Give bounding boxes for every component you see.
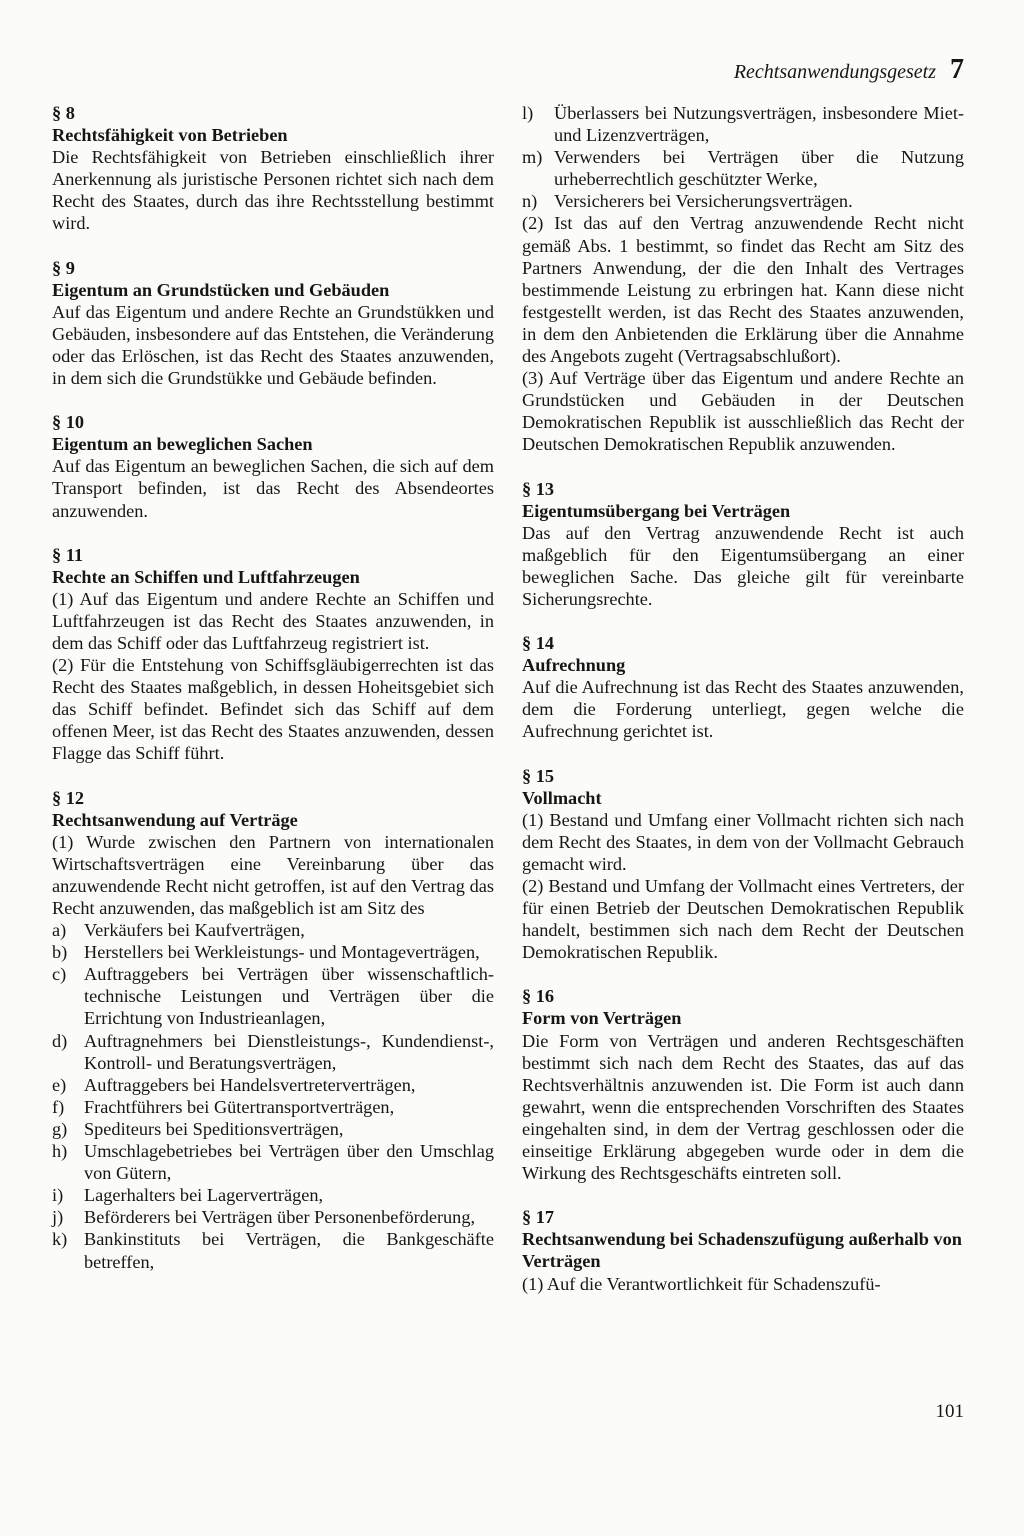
list-label: j) — [52, 1207, 64, 1228]
list-label: e) — [52, 1074, 67, 1095]
section-number: § 8 — [52, 103, 75, 123]
list-label: m) — [522, 147, 543, 168]
list-item — [52, 1228, 494, 1272]
running-title: Rechtsanwendungsgesetz — [733, 61, 936, 83]
list-text: Verkäufers bei Kaufverträgen, — [84, 920, 305, 941]
section-paragraph: (2) Ist das auf den Vertrag anzuwendende Recht nicht gemäß Abs. 1 bestimmt, so findet das Recht am Sitz des Partners Anwendung, der die den Inhalt des Vertrages bestimmende Leistung zu erbringen hat. Kann diese nicht festgestellt werden, ist das Recht des Staates anzuwenden, in dem den Anbietenden die Erklärung über die Annahme des Angebots zugeht (Vertragsabschlußort). — [522, 213, 964, 367]
section-paragraph: Das auf den Vertrag anzuwendende Recht ist auch maßgeblich für den Eigentumsübergang an einer beweglichen Sache. Das gleiche gilt für vereinbarte Sicherungsrechte. — [522, 522, 964, 609]
list-text: Überlassers bei Nutzungsverträgen, insbesondere Miet- und Lizenzverträgen, — [554, 103, 964, 146]
section-number: § 13 — [522, 478, 554, 499]
list-label: a) — [52, 920, 67, 941]
section-10 — [52, 411, 494, 521]
list-text: Beförderers bei Verträgen über Personenbeförderung, — [84, 1207, 476, 1228]
list-item — [52, 1184, 494, 1206]
section-title: Rechtsanwendung auf Verträge — [52, 809, 298, 830]
section-paragraph: (1) Auf das Eigentum und andere Rechte an Schiffen und Luftfahrzeugen ist das Recht des Staates anzuwenden, in dem das Schiff oder das Luftfahrzeug registriert ist. — [52, 588, 494, 653]
section-15 — [522, 765, 964, 964]
section-title: Rechte an Schiffen und Luftfahrzeugen — [52, 566, 360, 587]
section-8 — [52, 102, 494, 235]
section-paragraph: (1) Auf die Verantwortlichkeit für Schadenszufü- — [522, 1273, 881, 1294]
section-paragraph: Auf die Aufrechnung ist das Recht des Staates anzuwenden, dem die Forderung unterliegt, gegen welche die Aufrechnung gerichtet ist. — [522, 677, 964, 742]
list-text: Spediteurs bei Speditionsverträgen, — [84, 1118, 344, 1139]
section-paragraph: Auf das Eigentum an beweglichen Sachen, die sich auf dem Transport befinden, ist das Recht des Absendeortes anzuwenden. — [52, 456, 494, 521]
contract-type-list — [52, 919, 494, 1273]
list-item — [52, 1074, 494, 1096]
section-16 — [522, 985, 964, 1184]
list-label: l) — [522, 103, 534, 123]
list-item — [52, 1140, 494, 1184]
section-number: § 14 — [522, 633, 554, 654]
list-label: n) — [522, 191, 538, 212]
section-paragraph: Auf das Eigentum und andere Rechte an Grundstükken und Gebäuden, insbesondere auf das Entstehen, die Veränderung oder das Erlöschen, ist das Recht des Staates anzuwenden, in dem sich die Grundstükke und Gebäude befinden. — [52, 301, 494, 389]
section-paragraph: (1) Bestand und Umfang einer Vollmacht richten sich nach dem Recht des Staates, in dem von der Vollmacht Gebrauch gemacht wird. — [522, 809, 964, 874]
list-label: d) — [52, 1030, 68, 1051]
list-text: Versicherers bei Versicherungsverträgen. — [554, 191, 853, 212]
section-title: Rechtsfähigkeit von Betrieben — [52, 125, 288, 146]
section-paragraph: (1) Wurde zwischen den Partnern von internationalen Wirtschaftsverträgen eine Vereinbarung über das anzuwendende Recht nicht getroffen, ist auf den Vertrag das Recht anzuwenden, das maßgeblich ist am Sitz des — [52, 831, 494, 918]
contract-type-list-continued — [522, 102, 964, 212]
section-11 — [52, 544, 494, 765]
section-title: Vollmacht — [522, 787, 602, 808]
list-item — [52, 963, 494, 1029]
section-number: § 12 — [52, 787, 84, 808]
list-label: i) — [52, 1185, 64, 1206]
chapter-number: 7 — [950, 54, 964, 85]
list-item — [522, 102, 964, 146]
list-text: Verwenders bei Verträgen über die Nutzung urheberrechtlich geschützter Werke, — [554, 147, 964, 190]
list-item — [52, 1206, 494, 1228]
list-label: f) — [52, 1096, 65, 1117]
running-head — [734, 54, 964, 86]
list-text: Auftraggebers bei Handelsvertreterverträgen, — [84, 1074, 416, 1095]
list-item — [52, 941, 494, 963]
list-label: k) — [52, 1229, 68, 1250]
list-text: Frachtführers bei Gütertransportverträgen, — [84, 1096, 395, 1117]
section-title: Eigentum an beweglichen Sachen — [52, 434, 313, 455]
section-9 — [52, 257, 494, 390]
list-text: Herstellers bei Werkleistungs- und Montageverträgen, — [84, 942, 480, 963]
section-paragraph: Die Rechtsfähigkeit von Betrieben einschließlich ihrer Anerkennung als juristische Personen richtet sich nach dem Recht des Staates, durch das ihre Rechtsstellung bestimmt wird. — [52, 147, 494, 234]
section-number: § 17 — [522, 1207, 554, 1228]
section-number: § 11 — [52, 544, 83, 565]
list-label: c) — [52, 964, 67, 985]
list-item — [52, 1118, 494, 1140]
section-14 — [522, 632, 964, 742]
list-item — [522, 146, 964, 190]
section-paragraph: Die Form von Verträgen und anderen Rechtsgeschäften bestimmt sich nach dem Recht des Staates, das auf das Rechtsverhältnis anzuwenden ist. Die Form ist auch dann gewahrt, wenn die entsprechenden Vorschriften des Staates eingehalten sind, in dem der Vertrag geschlossen oder die einseitige Erklärung abgegeben wurde oder in dem die Wirkung des Rechtsgeschäfts eintreten soll. — [522, 1030, 964, 1184]
list-text: Lagerhalters bei Lagerverträgen, — [84, 1185, 324, 1206]
section-paragraph: (2) Bestand und Umfang der Vollmacht eines Vertreters, der für einen Betrieb der Deutschen Demokratischen Republik handelt, bestimmen sich nach dem Recht der Deutschen Demokratischen Republik. — [522, 876, 964, 963]
section-number: § 9 — [52, 257, 75, 278]
left-column — [52, 102, 494, 1295]
section-title: Eigentum an Grundstücken und Gebäuden — [52, 279, 390, 300]
section-17 — [522, 1206, 964, 1294]
section-title: Form von Verträgen — [522, 1008, 682, 1029]
section-number: § 16 — [522, 986, 554, 1007]
right-column — [522, 102, 964, 1317]
section-13 — [522, 478, 964, 611]
list-item — [52, 1030, 494, 1074]
section-paragraph: (3) Auf Verträge über das Eigentum und andere Rechte an Grundstücken und Gebäuden in der Deutschen Demokratischen Republik ist ausschließlich das Recht der Deutschen Demokratischen Republik anzuwenden. — [522, 368, 964, 455]
section-title: Eigentumsübergang bei Verträgen — [522, 500, 791, 521]
section-number: § 10 — [52, 412, 84, 433]
list-text: Umschlagebetriebes bei Verträgen über den Umschlag von Gütern, — [84, 1141, 494, 1184]
section-paragraph: (2) Für die Entstehung von Schiffsgläubigerrechten ist das Recht des Staates maßgeblich, in dessen Hoheitsgebiet sich das Schiff befindet. Befindet sich das Schiff auf dem offenen Meer, ist das Recht des Staates anzuwenden, dessen Flagge das Schiff führt. — [52, 655, 494, 764]
list-text: Bankinstituts bei Verträgen, die Bankgeschäfte betreffen, — [84, 1229, 494, 1272]
list-text: Auftraggebers bei Verträgen über wissenschaftlich-technische Leistungen und Verträgen über die Errichtung von Industrieanlagen, — [84, 964, 494, 1029]
list-item — [522, 190, 964, 212]
list-label: b) — [52, 942, 68, 963]
section-title: Aufrechnung — [522, 655, 626, 676]
page-number: 101 — [935, 1401, 964, 1422]
section-12-continued — [522, 102, 964, 456]
section-number: § 15 — [522, 765, 554, 786]
section-12 — [52, 787, 494, 1273]
section-title: Rechtsanwendung bei Schadenszufügung außerhalb von Verträgen — [522, 1229, 962, 1272]
list-label: h) — [52, 1141, 68, 1162]
list-item — [52, 919, 494, 941]
list-text: Auftragnehmers bei Dienstleistungs-, Kundendienst-, Kontroll- und Beratungsverträgen, — [84, 1030, 494, 1073]
list-label: g) — [52, 1118, 68, 1139]
list-item — [52, 1096, 494, 1118]
